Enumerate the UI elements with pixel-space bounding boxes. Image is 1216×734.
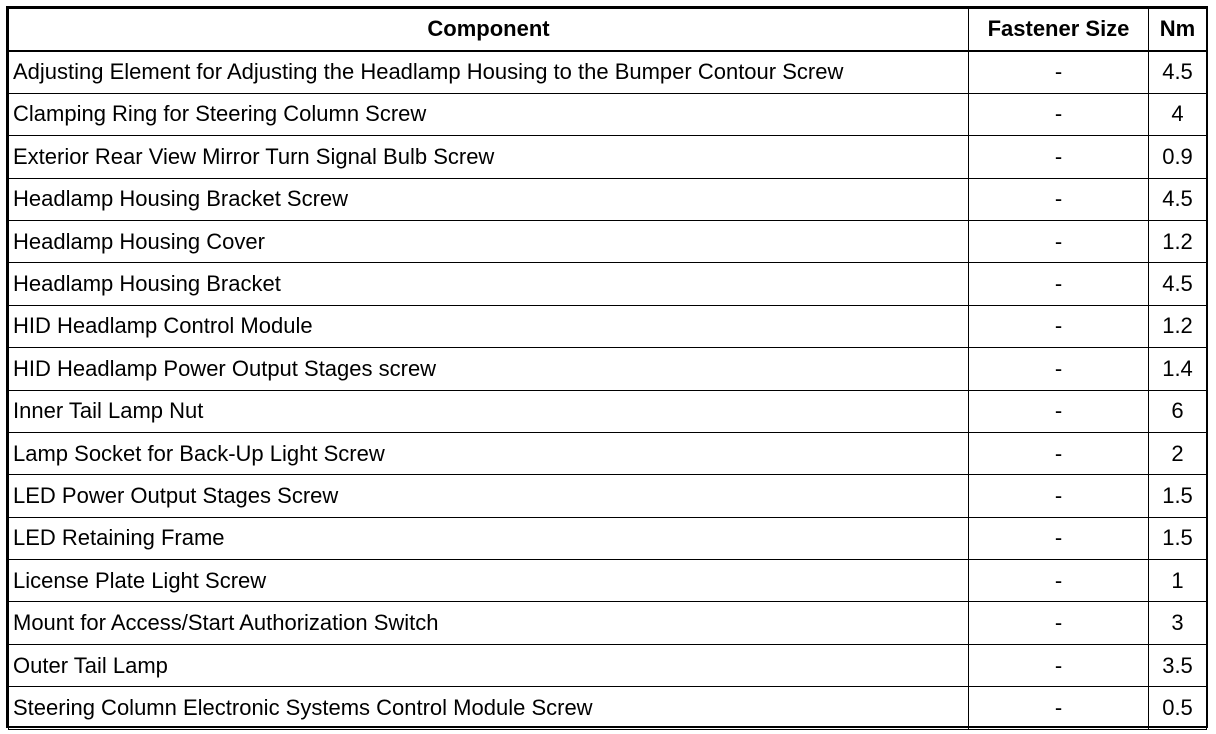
cell-fastener-size: - (969, 51, 1149, 93)
table-row (9, 644, 1207, 686)
cell-nm: 1.2 (1149, 220, 1207, 262)
table-row (9, 136, 1207, 178)
cell-fastener-size: - (969, 560, 1149, 602)
table-row (9, 475, 1207, 517)
cell-fastener-size: - (969, 602, 1149, 644)
table-row (9, 687, 1207, 729)
cell-component: HID Headlamp Power Output Stages screw (9, 348, 969, 390)
table-row (9, 348, 1207, 390)
cell-nm: 6 (1149, 390, 1207, 432)
cell-fastener-size: - (969, 348, 1149, 390)
table-row (9, 517, 1207, 559)
cell-nm: 1 (1149, 560, 1207, 602)
cell-fastener-size: - (969, 136, 1149, 178)
cell-fastener-size: - (969, 263, 1149, 305)
cell-component: Headlamp Housing Bracket Screw (9, 178, 969, 220)
table-row (9, 93, 1207, 135)
cell-fastener-size: - (969, 178, 1149, 220)
cell-nm: 4.5 (1149, 51, 1207, 93)
cell-component: Adjusting Element for Adjusting the Headlamp Housing to the Bumper Contour Screw (9, 51, 969, 93)
cell-fastener-size: - (969, 93, 1149, 135)
cell-component: LED Power Output Stages Screw (9, 475, 969, 517)
cell-component: Headlamp Housing Bracket (9, 263, 969, 305)
table-row (9, 432, 1207, 474)
cell-nm: 3.5 (1149, 644, 1207, 686)
cell-nm: 1.2 (1149, 305, 1207, 347)
cell-fastener-size: - (969, 687, 1149, 729)
table-header (9, 9, 1207, 51)
torque-table-container (6, 6, 1208, 728)
table-row (9, 602, 1207, 644)
cell-component: Outer Tail Lamp (9, 644, 969, 686)
table-row (9, 178, 1207, 220)
cell-component: Steering Column Electronic Systems Control Module Screw (9, 687, 969, 729)
cell-fastener-size: - (969, 517, 1149, 559)
cell-nm: 4.5 (1149, 178, 1207, 220)
header-component: Component (9, 9, 969, 51)
cell-nm: 2 (1149, 432, 1207, 474)
header-fastener-size: Fastener Size (969, 9, 1149, 51)
cell-fastener-size: - (969, 432, 1149, 474)
table-row (9, 220, 1207, 262)
cell-component: Lamp Socket for Back-Up Light Screw (9, 432, 969, 474)
table-row (9, 305, 1207, 347)
cell-fastener-size: - (969, 644, 1149, 686)
cell-nm: 1.5 (1149, 475, 1207, 517)
cell-component: Inner Tail Lamp Nut (9, 390, 969, 432)
cell-nm: 4.5 (1149, 263, 1207, 305)
header-row (9, 9, 1207, 51)
cell-fastener-size: - (969, 475, 1149, 517)
cell-component: Headlamp Housing Cover (9, 220, 969, 262)
cell-nm: 0.5 (1149, 687, 1207, 729)
cell-component: LED Retaining Frame (9, 517, 969, 559)
cell-component: HID Headlamp Control Module (9, 305, 969, 347)
cell-component: License Plate Light Screw (9, 560, 969, 602)
table-row (9, 263, 1207, 305)
table-body (9, 51, 1207, 729)
cell-nm: 0.9 (1149, 136, 1207, 178)
cell-nm: 1.4 (1149, 348, 1207, 390)
table-row (9, 560, 1207, 602)
torque-spec-table (8, 8, 1207, 730)
cell-component: Mount for Access/Start Authorization Switch (9, 602, 969, 644)
table-row (9, 390, 1207, 432)
header-nm: Nm (1149, 9, 1207, 51)
cell-fastener-size: - (969, 220, 1149, 262)
cell-nm: 3 (1149, 602, 1207, 644)
cell-component: Exterior Rear View Mirror Turn Signal Bulb Screw (9, 136, 969, 178)
cell-fastener-size: - (969, 390, 1149, 432)
cell-nm: 4 (1149, 93, 1207, 135)
cell-component: Clamping Ring for Steering Column Screw (9, 93, 969, 135)
cell-fastener-size: - (969, 305, 1149, 347)
table-row (9, 51, 1207, 93)
cell-nm: 1.5 (1149, 517, 1207, 559)
